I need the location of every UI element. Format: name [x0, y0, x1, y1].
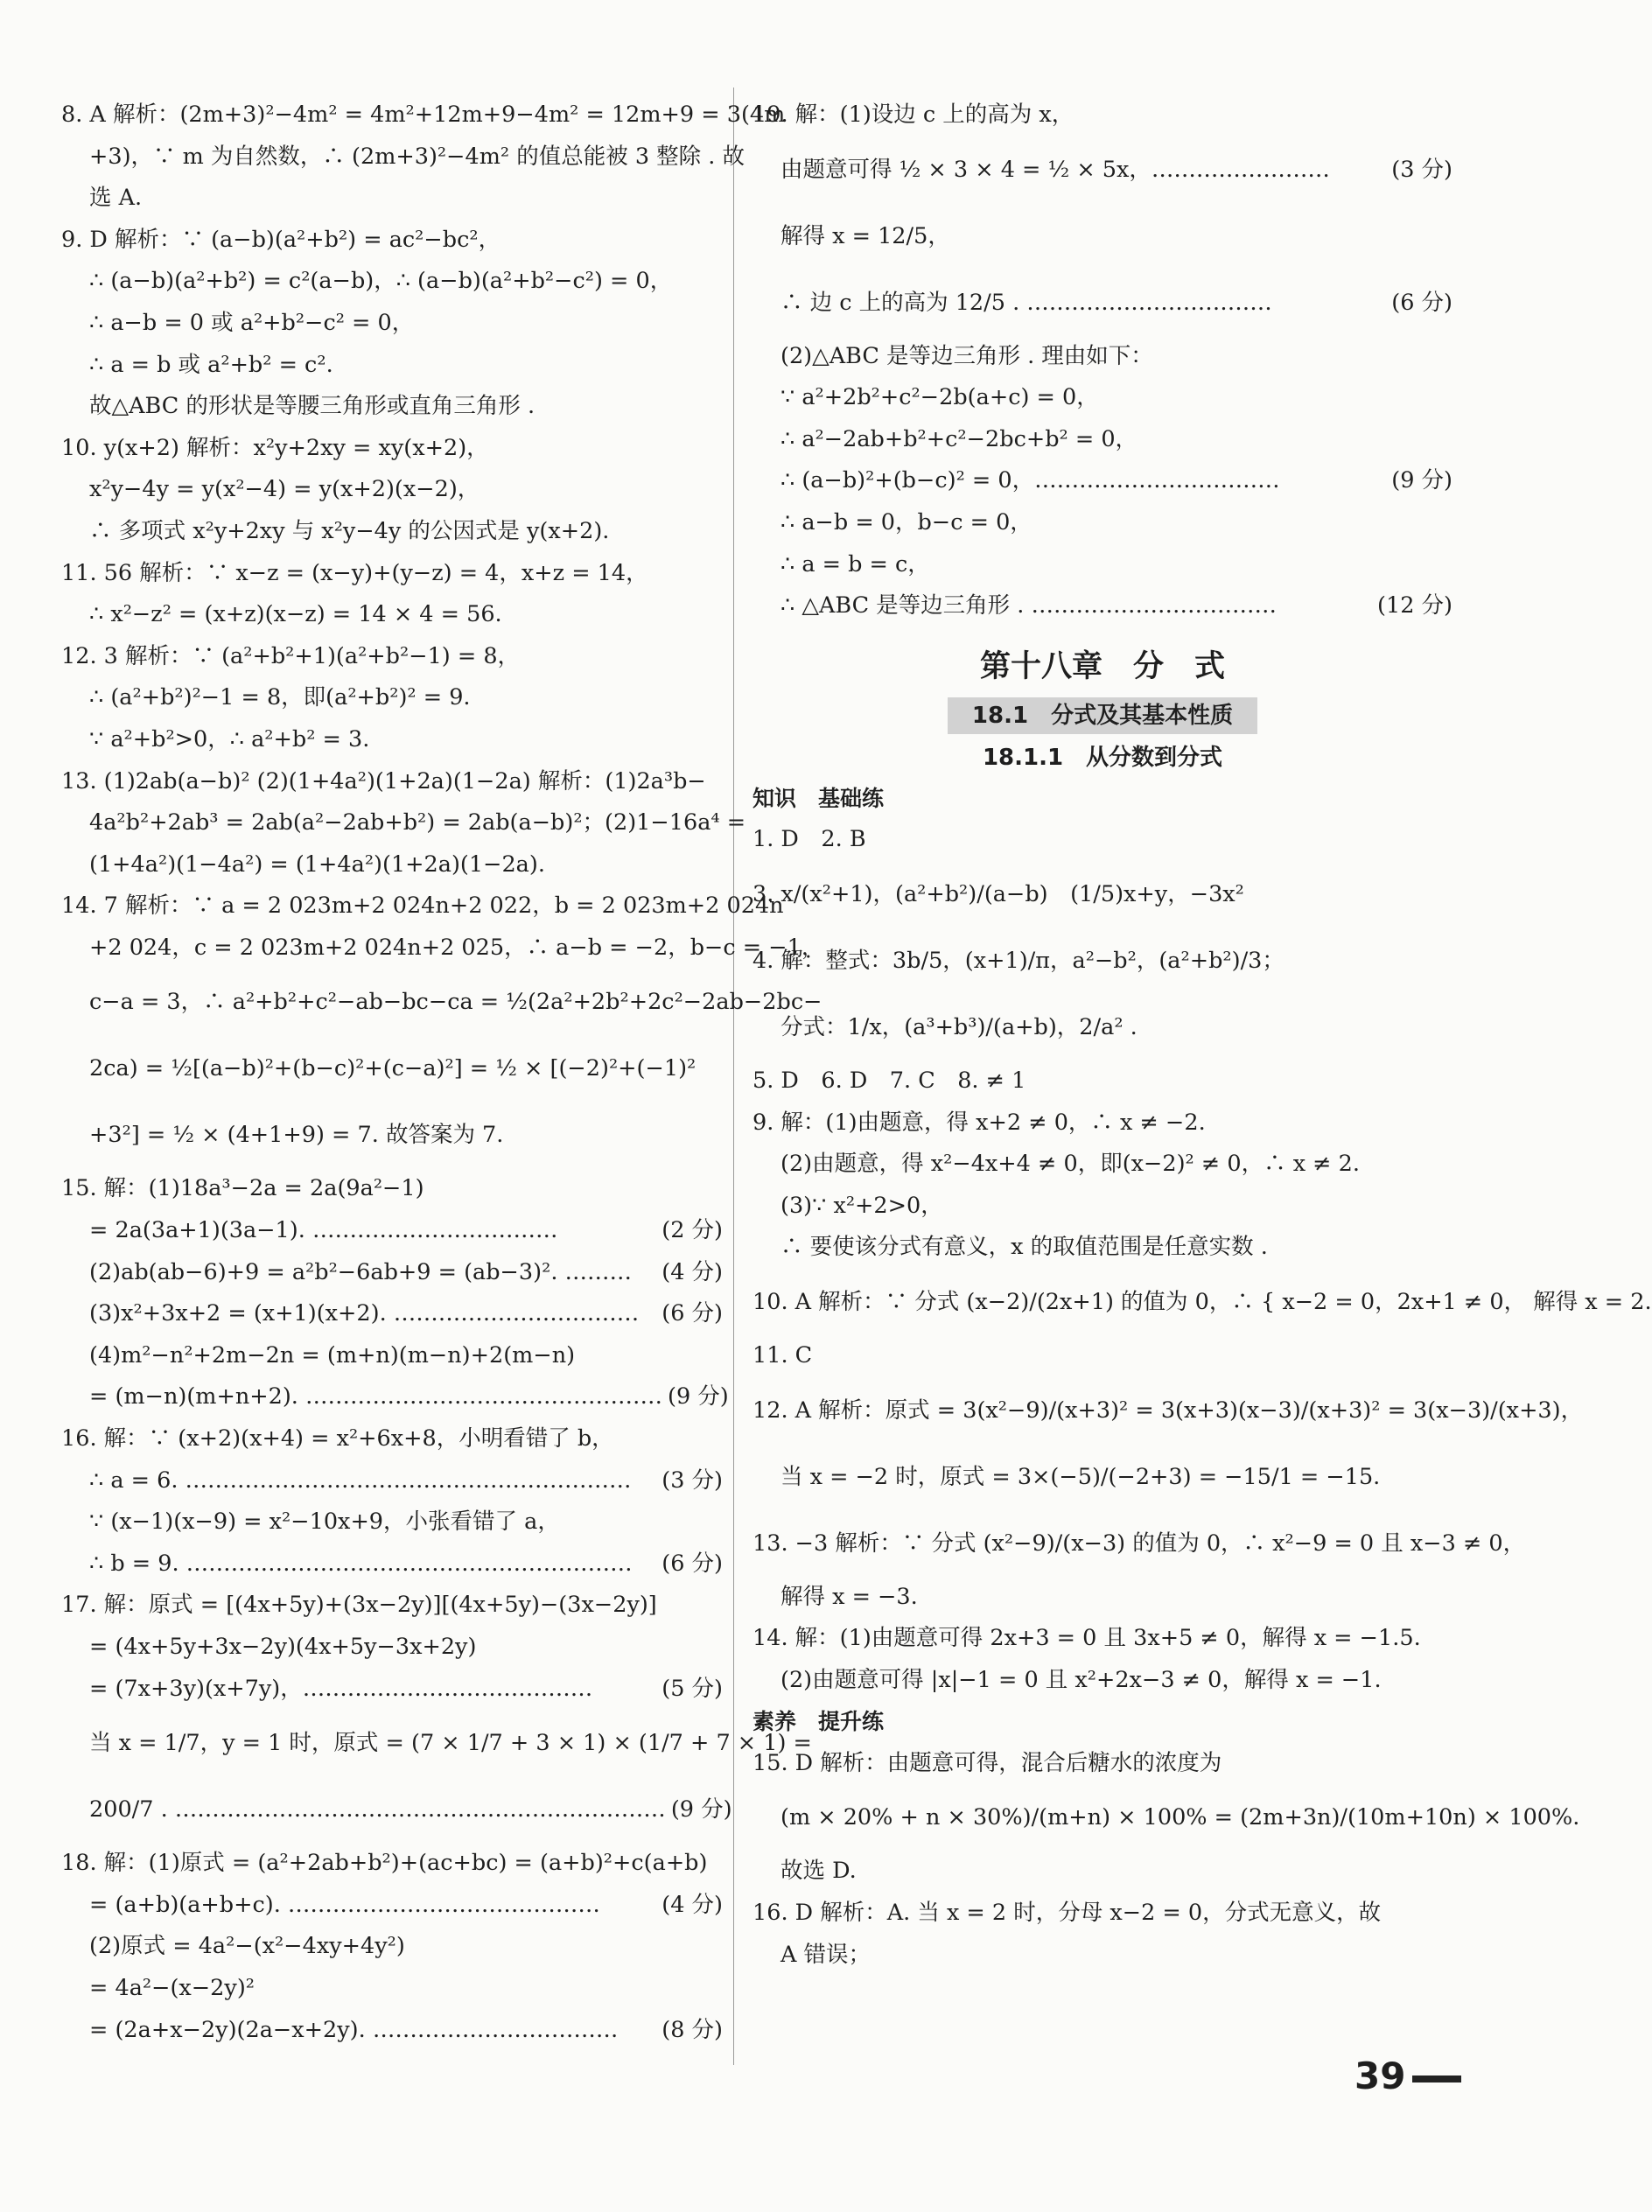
text-line — [752, 994, 1452, 1060]
page-number-bar — [1412, 2076, 1461, 2082]
line-text: ∴ 多项式 x²y+2xy 与 x²y−4y 的公因式是 y(x+2). — [89, 517, 610, 544]
line-text: ∴ 边 c 上的高为 12/5 . …………………………… — [780, 289, 1272, 316]
section-label — [752, 778, 1452, 820]
right-column-top — [752, 94, 1452, 627]
text-line — [752, 1335, 1452, 1377]
line-text: 13. −3 解析：∵ 分式 (x²−9)/(x−3) 的值为 0，∴ x²−9 = 0 且 x−3 ≠ 0， — [752, 1530, 1526, 1557]
line-text: 10. A 解析：∵ 分式 (x−2)/(2x+1) 的值为 0，∴ { x−2 = 0，2x+1 ≠ 0， 解得 x = 2. — [752, 1288, 1652, 1315]
score-points: (5 分) — [662, 1675, 723, 1702]
text-line — [752, 1144, 1452, 1186]
text-line — [752, 1102, 1452, 1144]
score-points: (6 分) — [662, 1550, 723, 1577]
line-text: 13. (1)2ab(a−b)² (2)(1+4a²)(1+2a)(1−2a) 解析：(1)2a³b− — [61, 767, 706, 794]
text-line — [752, 203, 1452, 270]
line-text: 12. 3 解析：∵ (a²+b²+1)(a²+b²−1) = 8， — [61, 642, 521, 669]
text-line — [61, 677, 723, 719]
line-text: (2)△ABC 是等边三角形 . 理由如下： — [780, 342, 1153, 369]
line-text: 12. A 解析：原式 = 3(x²−9)/(x+3)² = 3(x+3)(x−3)/(x+3)² = 3(x−3)/(x+3)， — [752, 1396, 1584, 1424]
text-line — [61, 844, 723, 886]
line-text: 17. 解：原式 = [(4x+5y)+(3x−2y)][(4x+5y)−(3x−2y)] — [61, 1592, 657, 1619]
text-line — [61, 594, 723, 636]
line-text: ∴ a−b = 0，b−c = 0， — [780, 508, 1032, 536]
score-points: (6 分) — [662, 1300, 723, 1327]
score-points: (9 分) — [668, 1383, 729, 1410]
line-text: ∴ x²−z² = (x+z)(x−z) = 14 × 4 = 56. — [89, 601, 502, 628]
line-text: 知识 基础练 — [752, 785, 885, 811]
text-line — [61, 1926, 723, 1968]
text-line — [61, 928, 824, 970]
line-text: ∴ a²−2ab+b²+c²−2bc+b² = 0， — [780, 425, 1138, 452]
section-title-wrap — [752, 697, 1452, 738]
line-text: (2)由题意，得 x²−4x+4 ≠ 0，即(x−2)² ≠ 0，∴ x ≠ 2. — [780, 1151, 1360, 1178]
score-points: (8 分) — [662, 2016, 723, 2043]
line-text: 解得 x = 12/5， — [780, 222, 950, 249]
text-line — [752, 1851, 1452, 1893]
text-line — [61, 261, 723, 303]
line-text: = (7x+3y)(x+7y)，………………………………… — [89, 1675, 593, 1702]
line-text: 15. 解：(1)18a³−2a = 2a(9a²−1) — [61, 1175, 424, 1202]
line-text: ∴ (a−b)²+(b−c)² = 0，…………………………… — [780, 467, 1280, 494]
line-text: (3)x²+3x+2 = (x+1)(x+2). …………………………… — [89, 1300, 640, 1327]
text-line — [752, 928, 1452, 994]
text-line — [61, 1843, 723, 1885]
text-line — [61, 1627, 723, 1669]
line-text: 故△ABC 的形状是等腰三角形或直角三角形 . — [89, 393, 536, 420]
text-line — [61, 1885, 723, 1927]
line-text: 8. A 解析：(2m+3)²−4m² = 4m²+12m+9−4m² = 12m+9 = 3(4m — [61, 102, 786, 128]
text-line — [61, 1418, 723, 1460]
score-points: (4 分) — [662, 1258, 723, 1285]
text-line — [752, 1577, 1452, 1619]
line-text: ∴ a = 6. …………………………………………………… — [89, 1466, 632, 1494]
text-line — [61, 969, 822, 1035]
text-line — [61, 511, 723, 553]
section-title: 18.1 分式及其基本性质 — [948, 697, 1257, 734]
page-number: 39 — [1354, 2054, 1406, 2097]
line-text: (3)∵ x²+2>0， — [780, 1192, 943, 1219]
line-text: +2 024，c = 2 023m+2 024n+2 025，∴ a−b = −2，b−c = −1， — [89, 934, 824, 961]
line-text: 9. D 解析：∵ (a−b)(a²+b²) = ac²−bc²， — [61, 226, 501, 253]
text-line — [61, 469, 723, 511]
text-line — [61, 1252, 723, 1294]
line-text: 15. D 解析：由题意可得，混合后糖水的浓度为 — [752, 1749, 1222, 1776]
line-text: ∵ (x−1)(x−9) = x²−10x+9，小张看错了 a， — [89, 1508, 560, 1536]
score-points: (3 分) — [662, 1466, 723, 1494]
line-text: 18. 解：(1)原式 = (a²+2ab+b²)+(ac+bc) = (a+b)²+c(a+b) — [61, 1850, 708, 1877]
line-text: 分式：1/x，(a³+b³)/(a+b)，2/a² . — [780, 1013, 1138, 1040]
text-line — [61, 220, 723, 262]
line-text: ∵ a²+b²>0，∴ a²+b² = 3. — [89, 725, 370, 752]
text-line — [752, 336, 1452, 378]
text-line — [61, 719, 723, 761]
line-text: +3)，∵ m 为自然数，∴ (2m+3)²−4m² 的值总能被 3 整除 . 故 — [89, 143, 746, 170]
line-text: 3. x/(x²+1)，(a²+b²)/(a−b) (1/5)x+y，−3x² — [752, 880, 1244, 907]
line-text: 19. 解：(1)设边 c 上的高为 x， — [752, 102, 1074, 128]
right-column-bottom — [752, 778, 1652, 1977]
line-text: ∴ (a−b)(a²+b²) = c²(a−b)，∴ (a−b)(a²+b²−c²) = 0， — [89, 268, 673, 295]
text-line — [61, 1544, 723, 1586]
text-line — [752, 1227, 1452, 1269]
line-text: 素养 提升练 — [752, 1709, 885, 1735]
text-line — [752, 1186, 1452, 1228]
line-text: = (4x+5y+3x−2y)(4x+5y−3x+2y) — [89, 1634, 477, 1660]
score-points: (2 分) — [662, 1217, 723, 1244]
line-text: = (2a+x−2y)(2a−x+2y). …………………………… — [89, 2016, 619, 2043]
text-line — [61, 428, 723, 470]
line-text: 1. D 2. B — [752, 826, 866, 853]
line-text: 当 x = 1/7，y = 1 时，原式 = (7 × 1/7 + 3 × 1) × (1/7 + 7 × 1) = — [89, 1730, 812, 1757]
line-text: (1+4a²)(1−4a²) = (1+4a²)(1+2a)(1−2a). — [89, 850, 545, 878]
text-line — [752, 819, 1452, 861]
chapter-title: 第十八章 分 式 — [979, 648, 1225, 684]
line-text: = (m−n)(m+n+2). ………………………………………… — [89, 1383, 663, 1410]
text-line — [752, 1377, 1584, 1444]
line-text: 选 A. — [89, 185, 143, 212]
text-line — [61, 761, 723, 803]
line-text: 10. y(x+2) 解析：x²y+2xy = xy(x+2)， — [61, 434, 489, 461]
text-line — [752, 1660, 1452, 1702]
text-line — [61, 802, 746, 844]
line-text: (2)原式 = 4a²−(x²−4xy+4y²) — [89, 1933, 405, 1960]
section-label — [752, 1701, 1452, 1743]
line-text: 由题意可得 ½ × 3 × 4 = ½ × 5x，…………………… — [780, 156, 1330, 183]
text-line — [752, 585, 1452, 627]
text-line — [61, 886, 784, 928]
line-text: (2)ab(ab−6)+9 = a²b²−6ab+9 = (ab−3)². ……… — [89, 1258, 633, 1285]
line-text: 故选 D. — [780, 1858, 857, 1885]
line-text: 14. 解：(1)由题意可得 2x+3 = 0 且 3x+5 ≠ 0，解得 x = −1.5. — [752, 1625, 1421, 1652]
text-line — [61, 1210, 723, 1252]
text-line — [61, 2010, 723, 2052]
line-text: ∴ (a²+b²)²−1 = 8，即(a²+b²)² = 9. — [89, 684, 471, 711]
text-line — [61, 1102, 723, 1168]
text-line — [752, 502, 1452, 544]
text-line — [61, 178, 723, 220]
line-text: (m × 20% + n × 30%)/(m+n) × 100% = (2m+3n)/(10m+10n) × 100%. — [780, 1804, 1580, 1831]
score-points: (3 分) — [1391, 156, 1452, 183]
line-text: 200/7 . ………………………………………………………… — [89, 1796, 666, 1824]
score-points: (9 分) — [670, 1796, 732, 1824]
text-line — [752, 1935, 1452, 1977]
line-text: c−a = 3，∴ a²+b²+c²−ab−bc−ca = ½(2a²+2b²+2c²−2ab−2bc− — [89, 989, 822, 1016]
text-line — [61, 553, 723, 595]
line-text: (2)由题意可得 |x|−1 = 0 且 x²+2x−3 ≠ 0，解得 x = −1. — [780, 1666, 1382, 1693]
line-text: 9. 解：(1)由题意，得 x+2 ≠ 0，∴ x ≠ −2. — [752, 1109, 1206, 1136]
text-line — [752, 1743, 1452, 1785]
text-line — [752, 1444, 1452, 1510]
text-line — [61, 1669, 723, 1711]
text-line — [752, 377, 1452, 419]
text-line — [752, 1784, 1580, 1851]
line-text: 2ca) = ½[(a−b)²+(b−c)²+(c−a)²] = ½ × [(−2)²+(−1)² — [89, 1055, 696, 1082]
line-text: (4)m²−n²+2m−2n = (m+n)(m−n)+2(m−n) — [89, 1341, 576, 1368]
text-line — [752, 1893, 1452, 1935]
line-text: 4. 解：整式：3b/5，(x+1)/π，a²−b²，(a²+b²)/3； — [752, 947, 1284, 974]
text-line — [61, 1502, 723, 1544]
line-text: ∴ 要使该分式有意义，x 的取值范围是任意实数 . — [780, 1234, 1268, 1261]
text-line — [752, 544, 1452, 586]
line-text: ∴ b = 9. …………………………………………………… — [89, 1550, 633, 1577]
text-line — [752, 419, 1452, 461]
score-points: (6 分) — [1391, 289, 1452, 316]
line-text: ∴ a = b 或 a²+b² = c². — [89, 351, 333, 378]
text-line — [752, 1269, 1652, 1335]
line-text: 当 x = −2 时，原式 = 3×(−5)/(−2+3) = −15/1 = −15. — [780, 1463, 1381, 1490]
line-text: ∴ a−b = 0 或 a²+b²−c² = 0， — [89, 309, 415, 336]
text-line — [61, 1585, 723, 1627]
text-line — [61, 1460, 723, 1502]
score-points: (4 分) — [662, 1891, 723, 1918]
text-line — [61, 1335, 723, 1377]
line-text: ∴ a = b = c， — [780, 550, 930, 578]
line-text: = 2a(3a+1)(3a−1). …………………………… — [89, 1217, 558, 1244]
line-text: 4a²b²+2ab³ = 2ab(a²−2ab+b²) = 2ab(a−b)²；(2)1−16a⁴ = — [89, 809, 746, 836]
text-line — [61, 636, 723, 678]
line-text: A 错误； — [780, 1941, 872, 1968]
text-line — [752, 1510, 1526, 1577]
text-line — [61, 303, 723, 345]
line-text: 16. 解：∵ (x+2)(x+4) = x²+6x+8，小明看错了 b， — [61, 1425, 614, 1452]
text-line — [752, 1618, 1452, 1660]
line-text: = (a+b)(a+b+c). …………………………………… — [89, 1891, 600, 1918]
text-line — [61, 1168, 723, 1210]
text-line — [61, 1710, 812, 1776]
text-line — [61, 1968, 723, 2010]
score-points: (12 分) — [1377, 592, 1452, 620]
line-text: 解得 x = −3. — [780, 1583, 918, 1610]
text-line — [61, 94, 786, 136]
text-line — [61, 1035, 723, 1102]
text-line — [752, 861, 1452, 928]
score-points: (9 分) — [1391, 467, 1452, 494]
text-line — [752, 270, 1452, 336]
line-text: 16. D 解析：A. 当 x = 2 时，分母 x−2 = 0，分式无意义，故 — [752, 1900, 1382, 1927]
line-text: +3²] = ½ × (4+1+9) = 7. 故答案为 7. — [89, 1122, 504, 1149]
line-text: 14. 7 解析：∵ a = 2 023m+2 024n+2 022，b = 2 023m+2 024n — [61, 892, 784, 920]
line-text: 5. D 6. D 7. C 8. ≠ 1 — [752, 1067, 1026, 1094]
text-line — [61, 1776, 732, 1843]
text-line — [61, 1293, 723, 1335]
text-line — [752, 136, 1452, 203]
line-text: 11. 56 解析：∵ x−z = (x−y)+(y−z) = 4，x+z = 14， — [61, 559, 648, 586]
text-line — [61, 1376, 729, 1418]
text-line — [752, 460, 1452, 502]
line-text: ∵ a²+2b²+c²−2b(a+c) = 0， — [780, 384, 1099, 411]
text-line — [61, 386, 723, 428]
line-text: ∴ △ABC 是等边三角形 . …………………………… — [780, 592, 1278, 620]
right-column — [752, 94, 1652, 1976]
text-line — [61, 345, 723, 387]
text-line — [61, 136, 746, 178]
text-line — [752, 1060, 1452, 1102]
line-text: 11. C — [752, 1341, 813, 1368]
subsection-title: 18.1.1 从分数到分式 — [982, 744, 1223, 771]
line-text: x²y−4y = y(x²−4) = y(x+2)(x−2)， — [89, 476, 480, 503]
text-line — [752, 94, 1452, 136]
line-text: = 4a²−(x−2y)² — [89, 1974, 255, 2001]
